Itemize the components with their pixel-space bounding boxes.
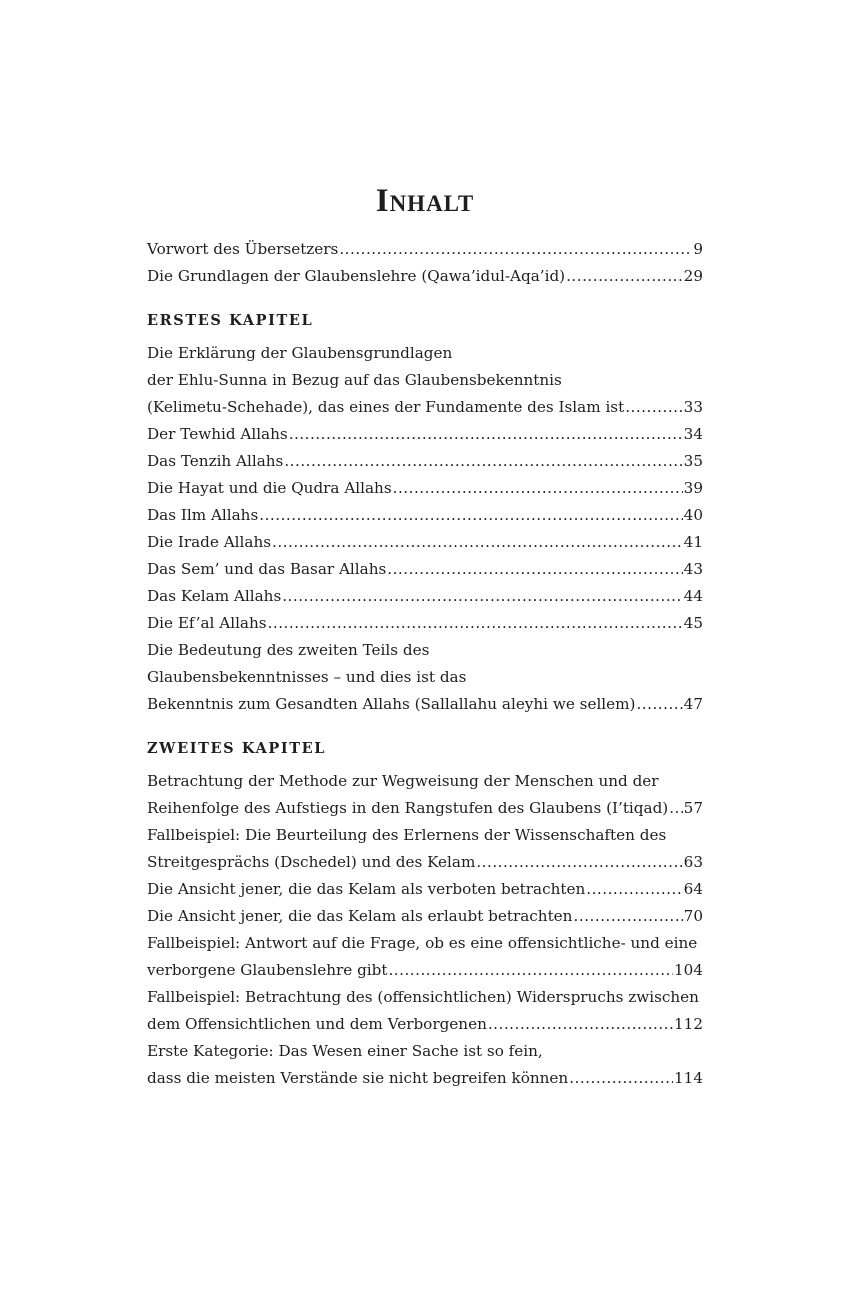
toc-entry-title: Bekenntnis zum Gesandten Allahs (Sallallahu aleyhi we sellem) (147, 695, 636, 713)
toc-leader-dots (387, 556, 682, 583)
toc-leader-dots (669, 795, 682, 822)
toc-leader-dots (636, 691, 682, 718)
toc-entry-title: Die Erklärung der Glaubensgrundlagen (147, 344, 453, 362)
toc-entry-title: Die Irade Allahs (147, 533, 272, 551)
toc-leader-dots (566, 263, 683, 290)
toc-entry-title: Vorwort des Übersetzers (147, 240, 339, 258)
toc-entry-page: 29 (683, 267, 703, 285)
toc-entry-title: Betrachtung der Methode zur Wegweisung der Menschen und der (147, 772, 659, 790)
toc-entry-title: Fallbeispiel: Betrachtung des (offensichtlichen) Widerspruchs zwischen (147, 988, 699, 1006)
toc-entry (147, 930, 703, 957)
toc-entry-page: 70 (683, 907, 703, 925)
toc-entry-title: Der Tewhid Allahs (147, 425, 288, 443)
toc-entry (147, 903, 703, 930)
toc-entry (147, 691, 703, 718)
toc-entry-title: Die Hayat und die Qudra Allahs (147, 479, 392, 497)
toc-entry-page: 39 (683, 479, 703, 497)
toc-leader-dots (573, 903, 682, 930)
toc-entry-title: Fallbeispiel: Die Beurteilung des Erlernens der Wissenschaften des (147, 826, 667, 844)
toc-entry (147, 1065, 703, 1092)
toc-entry (147, 236, 703, 263)
chapter-1-heading: ERSTES KAPITEL (147, 312, 314, 329)
toc-entry (147, 475, 703, 502)
toc-entry (147, 556, 703, 583)
toc-entry (147, 1011, 703, 1038)
toc-entry (147, 822, 703, 849)
toc-leader-dots (289, 421, 683, 448)
toc-entry (147, 421, 703, 448)
toc-leader-dots (586, 876, 682, 903)
toc-entry-page: 104 (674, 961, 703, 979)
toc-entry-title: Die Ansicht jener, die das Kelam als verboten betrachten (147, 880, 586, 898)
toc-entry (147, 957, 703, 984)
toc-entry (147, 1038, 703, 1065)
toc-leader-dots (282, 583, 682, 610)
toc-entry-page: 35 (683, 452, 703, 470)
toc-entry-page: 43 (683, 560, 703, 578)
toc-entry-title: Glaubensbekenntnisses – und dies ist das (147, 668, 467, 686)
toc-intro (147, 236, 703, 290)
toc-entry-page: 40 (683, 506, 703, 524)
toc-leader-dots (272, 529, 683, 556)
toc-leader-dots (284, 448, 682, 475)
toc-entry-title: Die Grundlagen der Glaubenslehre (Qawa’idul-Aqa’id) (147, 267, 566, 285)
toc-entry (147, 448, 703, 475)
toc-entry-title: verborgene Glaubenslehre gibt (147, 961, 388, 979)
toc-leader-dots (259, 502, 682, 529)
toc-entry (147, 502, 703, 529)
toc-leader-dots (388, 957, 673, 984)
toc-entry-page: 44 (683, 587, 703, 605)
toc-entry (147, 263, 703, 290)
toc-entry-title: der Ehlu-Sunna in Bezug auf das Glaubensbekenntnis (147, 371, 562, 389)
toc-entry-title: Das Tenzih Allahs (147, 452, 284, 470)
toc-entry-title: Das Ilm Allahs (147, 506, 259, 524)
toc-entry-page: 45 (683, 614, 703, 632)
toc-entry (147, 768, 703, 795)
toc-entry-title: Die Bedeutung des zweiten Teils des (147, 641, 430, 659)
table-of-contents (147, 236, 703, 1092)
toc-chapter-2 (147, 768, 703, 1092)
toc-entry-page: 9 (693, 240, 703, 258)
toc-entry (147, 529, 703, 556)
toc-chapter-1 (147, 340, 703, 718)
toc-entry-title: dem Offensichtlichen und dem Verborgenen (147, 1015, 487, 1033)
toc-entry-title: Fallbeispiel: Antwort auf die Frage, ob es eine offensichtliche- und eine (147, 934, 698, 952)
toc-entry-page: 41 (683, 533, 703, 551)
toc-entry-page: 47 (683, 695, 703, 713)
toc-entry (147, 583, 703, 610)
toc-entry-title: (Kelimetu-Schehade), das eines der Fundamente des Islam ist (147, 398, 625, 416)
toc-entry-page: 114 (674, 1069, 703, 1087)
toc-leader-dots (339, 236, 692, 263)
toc-entry (147, 795, 703, 822)
toc-entry-page: 64 (683, 880, 703, 898)
toc-entry-title: Streitgesprächs (Dschedel) und des Kelam (147, 853, 476, 871)
page-title: Inhalt (375, 183, 475, 219)
toc-entry (147, 664, 703, 691)
toc-entry (147, 340, 703, 367)
toc-entry-title: Erste Kategorie: Das Wesen einer Sache ist so fein, (147, 1042, 543, 1060)
toc-entry (147, 849, 703, 876)
toc-entry (147, 367, 703, 394)
toc-entry (147, 394, 703, 421)
toc-entry-page: 57 (683, 799, 703, 817)
toc-entry-title: dass die meisten Verstände sie nicht begreifen können (147, 1069, 569, 1087)
toc-leader-dots (393, 475, 683, 502)
toc-entry-title: Reihenfolge des Aufstiegs in den Rangstufen des Glaubens (I’tiqad) (147, 799, 669, 817)
toc-leader-dots (488, 1011, 673, 1038)
toc-entry (147, 637, 703, 664)
toc-leader-dots (268, 610, 683, 637)
toc-leader-dots (625, 394, 682, 421)
toc-entry-title: Die Ef’al Allahs (147, 614, 267, 632)
toc-entry-title: Das Kelam Allahs (147, 587, 282, 605)
toc-entry-page: 112 (674, 1015, 703, 1033)
toc-entry-page: 34 (683, 425, 703, 443)
chapter-2-heading: ZWEITES KAPITEL (147, 740, 327, 757)
toc-entry-page: 33 (683, 398, 703, 416)
toc-entry-page: 63 (683, 853, 703, 871)
toc-entry (147, 876, 703, 903)
toc-entry-title: Die Ansicht jener, die das Kelam als erlaubt betrachten (147, 907, 573, 925)
toc-leader-dots (569, 1065, 673, 1092)
toc-leader-dots (476, 849, 682, 876)
toc-entry-title: Das Sem’ und das Basar Allahs (147, 560, 387, 578)
toc-entry (147, 984, 703, 1011)
toc-entry (147, 610, 703, 637)
